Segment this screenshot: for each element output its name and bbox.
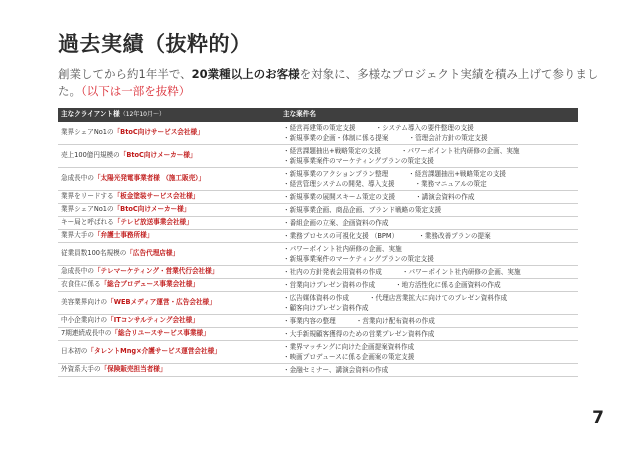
client-name: 「太陽光発電事業者様 （施工販売）」 [93,174,206,183]
task-item: ・業務プロセスの可視化支援 （BPM） [283,232,399,240]
task-item: ・システム導入の要件整理の支援 [375,124,474,132]
client-prefix: 美容業界向けの [61,298,108,307]
task-line [283,303,575,313]
table-row [58,364,578,377]
table-row [58,341,578,364]
task-item: ・パワーポイント社内研修の企画、実施 [400,147,520,155]
task-line [283,316,575,326]
intro-after: を対象に、多様なプロジェクト実績を積み上げて参りました。 [58,67,599,98]
intro-note: （以下は一部を抜粋） [81,84,191,98]
client-prefix: 外資系大手の [61,365,101,374]
task-item: ・営業向け配布資料の作成 [355,317,435,325]
client-name: 「タレントMng×介護サービス運営会社様」 [87,347,221,356]
task-line [283,218,575,228]
task-line [283,179,575,189]
table-row [58,328,578,341]
tasks-cell [280,204,578,217]
task-item: ・経営再建策の策定支援 [283,124,356,132]
task-line [283,156,575,166]
client-prefix: キー局と呼ばれる [61,218,114,227]
client-cell [58,328,280,341]
client-prefix: 急成長中の [61,174,94,183]
task-line [283,280,575,290]
client-name: 「ITコンサルティング会社様」 [107,316,199,325]
client-cell [58,122,280,145]
table-row [58,292,578,315]
tasks-cell [280,315,578,328]
task-item: ・顧客向けプレゼン資料作成 [283,304,369,312]
table-row [58,243,578,266]
table-row [58,145,578,168]
client-name: 「BtoC向けサービス会社様」 [113,128,204,137]
table-row [58,279,578,292]
tasks-cell [280,243,578,266]
task-item: ・地方活性化に係る企画資料の作成 [395,281,501,289]
task-line [283,244,575,254]
client-cell [58,217,280,230]
task-item: ・金融セミナー、講演会資料の作成 [283,366,389,374]
task-item: ・営業向けプレゼン資料の作成 [283,281,376,289]
table-row [58,230,578,243]
client-prefix: 衣食住に係る [61,280,101,289]
client-cell [58,292,280,315]
task-line [283,365,575,375]
client-name: 「BtoC向けメーカー様」 [113,205,191,214]
task-item: ・管理会計方針の策定支援 [408,134,488,142]
client-cell [58,364,280,377]
task-line [283,123,575,133]
client-prefix: 中小企業向けの [61,316,108,325]
task-item: ・番組企画の立案、企画資料の作成 [283,219,389,227]
task-item: ・新規事業の展開スキーム策定の支援 [283,193,396,201]
client-prefix: 7期連続成長中の [61,329,112,338]
client-prefix: 業界大手の [61,231,94,240]
client-cell [58,266,280,279]
tasks-cell [280,168,578,191]
client-cell [58,168,280,191]
header-tasks: 主な案件名 [280,108,578,122]
task-item: ・新規事業案件のマーケティングプランの策定支援 [283,255,434,263]
client-cell [58,243,280,266]
task-item: ・新規事業のアクションプラン整理 [283,170,389,178]
results-table [58,108,578,377]
client-prefix: 業界シェアNo1の [61,205,114,214]
task-line [283,352,575,362]
client-name: 「弁護士事務所様」 [93,231,154,240]
client-name: 「総合リユースサービス事業様」 [111,329,210,338]
tasks-cell [280,279,578,292]
table-row [58,315,578,328]
task-line [283,169,575,179]
table-row [58,168,578,191]
task-item: ・新規事業企画、商品企画、ブランド戦略の策定支援 [283,206,442,214]
header-period: （12年10月〜） [119,111,165,119]
task-item: ・広告媒体資料の作成 [283,294,349,302]
page-title: 過去実績（抜粋的） [58,32,252,56]
task-item: ・社内の方針発表会用資料の作成 [283,268,382,276]
task-line [283,133,575,143]
client-cell [58,341,280,364]
tasks-cell [280,217,578,230]
client-prefix: 急成長中の [61,267,94,276]
client-prefix: 売上100億円規模の [61,151,120,160]
task-item: ・業務改善プランの提案 [418,232,491,240]
tasks-cell [280,191,578,204]
task-item: ・新規事業案件のマーケティングプランの策定支援 [283,157,434,165]
table-row [58,122,578,145]
intro-highlight: 20業種以上のお客様 [191,67,300,81]
task-line [283,254,575,264]
tasks-cell [280,145,578,168]
task-item: ・大手新規顧客獲得のための営業プレゼン資料作成 [283,330,435,338]
task-line [283,329,575,339]
task-line [283,267,575,277]
task-item: ・パワーポイント社内研修の企画、実施 [401,268,521,276]
tasks-cell [280,292,578,315]
client-name: 「板金塗装サービス会社様」 [113,192,200,201]
tasks-cell [280,328,578,341]
client-name: 「WEBメディア運営・広告会社様」 [107,298,216,307]
task-item: ・パワーポイント社内研修の企画、実施 [283,245,402,253]
task-item: ・事業内容の整理 [283,317,336,325]
table-row [58,266,578,279]
tasks-cell [280,266,578,279]
tasks-cell [280,122,578,145]
tasks-cell [280,230,578,243]
task-item: ・経営課題抽出+戦略策定の支援 [408,170,507,178]
client-cell [58,315,280,328]
table-row [58,217,578,230]
table-body [58,122,578,377]
client-prefix: 業界シェアNo1の [61,128,114,137]
client-name: 「テレマーケティング・営業代行会社様」 [93,267,219,276]
task-line [283,342,575,352]
task-item: ・新規事業の企画・体制に係る提案 [283,134,389,142]
task-item: ・代理店営業拡大に向けてのプレゼン資料作成 [368,294,508,302]
client-prefix: 日本初の [61,347,88,356]
task-line [283,205,575,215]
task-line [283,293,575,303]
client-name: 「BtoC向けメーカー様」 [119,151,197,160]
task-line [283,192,575,202]
client-name: 「テレビ放送事業会社様」 [113,218,193,227]
tasks-cell [280,364,578,377]
table-header-row [58,108,578,122]
task-line [283,231,575,241]
client-prefix: 従業員数100名規模の [61,249,127,258]
task-item: ・映画プロデュースに係る企画案の策定支援 [283,353,415,361]
client-cell [58,145,280,168]
page-number: 7 [592,408,604,428]
table-row [58,204,578,217]
task-item: ・業界マッチングに向けた企画提案資料作成 [283,343,415,351]
client-cell [58,204,280,217]
client-cell [58,191,280,204]
intro-text [58,66,618,100]
header-client: 主なクライアント様（12年10月〜） [58,108,280,122]
task-item: ・業務マニュアルの策定 [414,180,487,188]
intro-before: 創業してから約1年半で、 [58,67,192,81]
client-name: 「保険販売担当者様」 [100,365,167,374]
task-item: ・講演会資料の作成 [415,193,475,201]
client-name: 「広告代理店様」 [126,249,180,258]
client-prefix: 業界をリードする [61,192,114,201]
table-row [58,191,578,204]
client-cell [58,279,280,292]
client-cell [58,230,280,243]
task-item: ・経営管理システムの開発、導入支援 [283,180,395,188]
task-item: ・経営課題抽出+戦略策定の支援 [283,147,381,155]
tasks-cell [280,341,578,364]
client-name: 「総合プロデュース事業会社様」 [100,280,199,289]
task-line [283,146,575,156]
